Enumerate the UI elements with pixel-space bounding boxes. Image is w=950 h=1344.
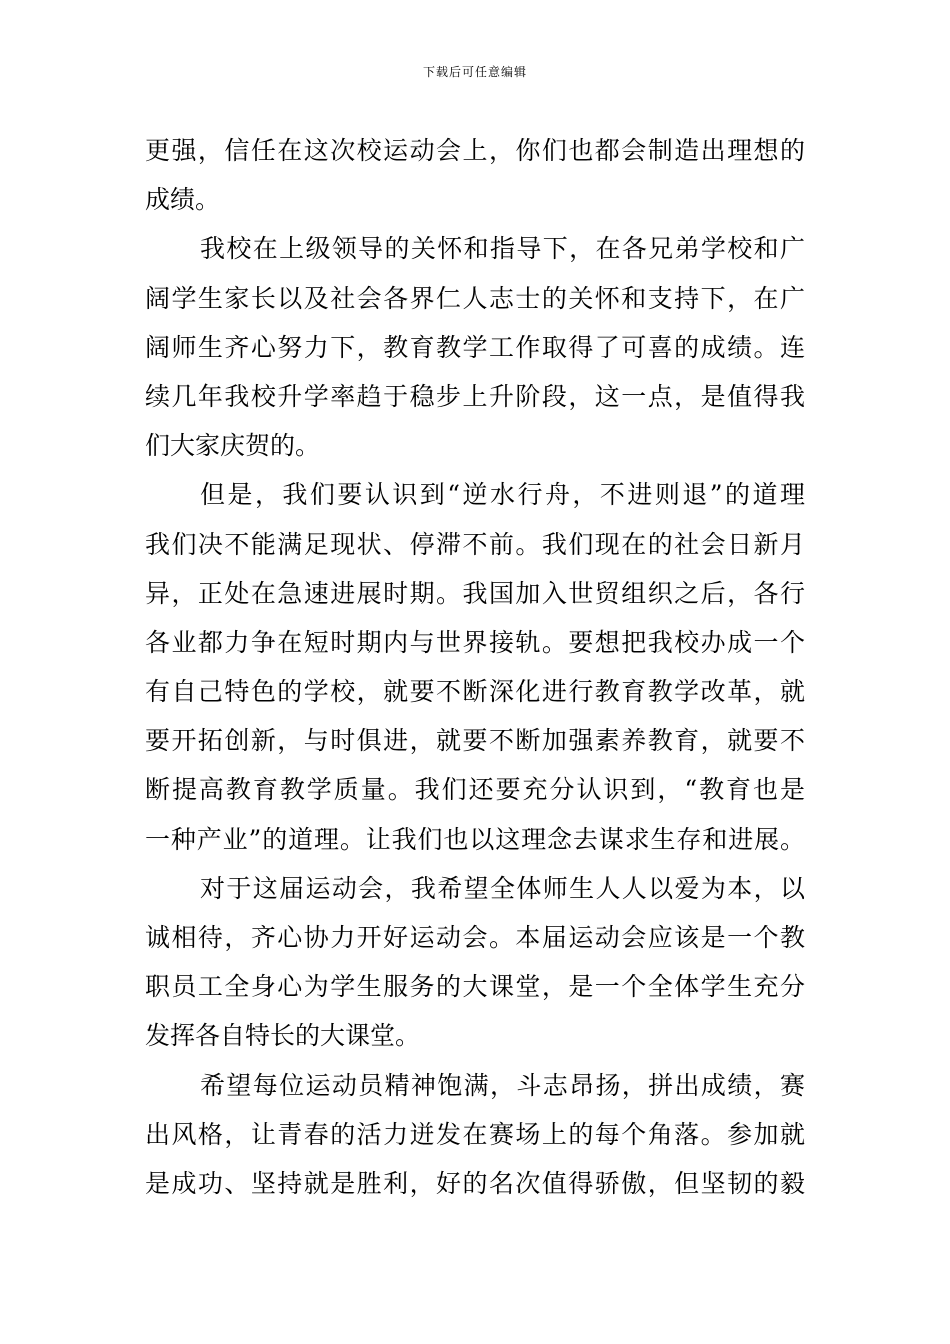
text-line: 异，正处在急速进展时期。我国加入世贸组织之后，各行 [145,578,805,608]
text-line: 我校在上级领导的关怀和指导下，在各兄弟学校和广 [200,234,805,264]
text-line: 阔师生齐心努力下，教育教学工作取得了可喜的成绩。连 [145,332,805,362]
document-body [145,126,805,1208]
text-line: 有自己特色的学校，就要不断深化进行教育教学改革，就 [145,677,805,707]
paragraph [145,864,805,1061]
text-line: 们大家庆贺的。 [145,431,321,461]
text-line: 更强，信任在这次校运动会上，你们也都会制造出理想的 [145,136,805,165]
text-line: 阔学生家长以及社会各界仁人志士的关怀和支持下，在广 [145,283,805,313]
text-line: 但是，我们要认识到“逆水行舟，不进则退”的道理 [200,480,805,510]
text-line: 出风格，让青春的活力迸发在赛场上的每个角落。参加就 [145,1119,805,1149]
text-line: 续几年我校升学率趋于稳步上升阶段，这一点，是值得我 [145,381,805,411]
text-line: 各业都力争在短时期内与世界接轨。要想把我校办成一个 [145,627,805,657]
paragraph [145,126,805,224]
text-line: 要开拓创新，与时俱进，就要不断加强素养教育，就要不 [145,726,805,756]
text-line: 诚相待，齐心协力开好运动会。本届运动会应该是一个教 [145,923,805,952]
text-line: 发挥各自特长的大课堂。 [145,1021,421,1051]
text-line: 我们决不能满足现状、停滞不前。我们现在的社会日新月 [145,529,805,559]
text-line: 职员工全身心为学生服务的大课堂，是一个全体学生充分 [145,972,805,1002]
paragraph [145,1061,805,1209]
text-line: 希望每位运动员精神饱满，斗志昂扬，拼出成绩，赛 [200,1070,805,1100]
paragraph [145,470,805,864]
page-header: 下载后可任意编辑 [422,65,527,79]
text-line: 成绩。 [145,185,221,215]
text-line: 断提高教育教学质量。我们还要充分认识到，“教育也是 [145,775,805,805]
text-line: 是成功、坚持就是胜利，好的名次值得骄傲，但坚韧的毅 [145,1168,805,1198]
text-line: 对于这届运动会，我希望全体师生人人以爱为本，以 [200,873,805,903]
paragraph [145,224,805,470]
text-line: 一种产业”的道理。让我们也以这理念去谋求生存和进展。 [145,824,805,854]
